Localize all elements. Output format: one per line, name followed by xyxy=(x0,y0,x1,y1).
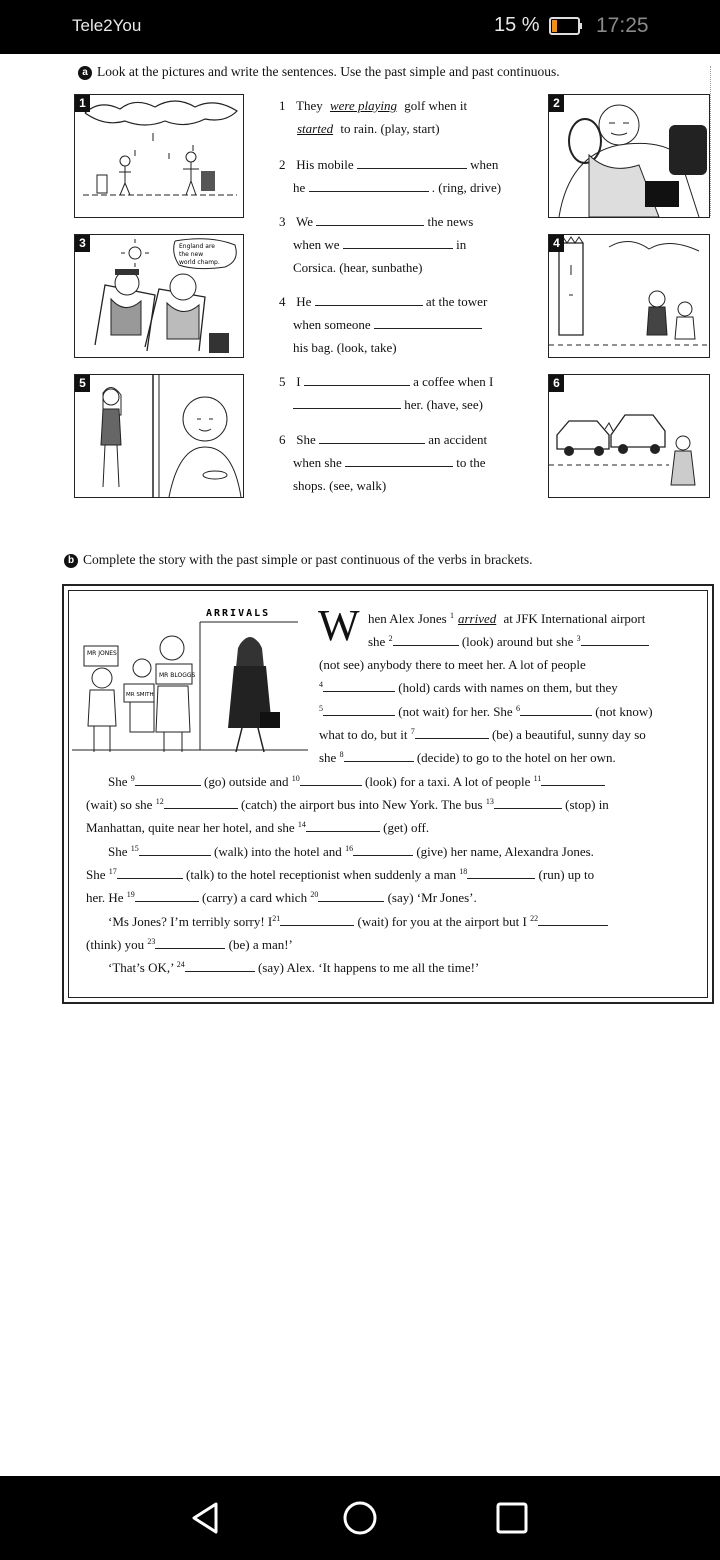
answer-blank[interactable] xyxy=(467,866,535,879)
section-b-badge: b xyxy=(64,554,78,568)
answer-blank[interactable] xyxy=(185,959,255,972)
svg-text:England are: England are xyxy=(179,243,215,250)
answer-blank[interactable] xyxy=(494,796,562,809)
exercise-6: 6 She an accident when she to the shops. (see, walk) xyxy=(279,432,488,493)
arrivals-illustration xyxy=(72,602,308,760)
answer-blank[interactable] xyxy=(374,316,482,329)
answer-blank[interactable] xyxy=(155,936,225,949)
story-line: $^4$ (hold) cards with names on them, but they xyxy=(319,680,618,695)
answer-blank[interactable] xyxy=(309,179,429,192)
picture-number: 1 xyxy=(75,95,90,112)
exercise-3: 3 We the news when we in Corsica. (hear, sunbathe) xyxy=(279,214,474,275)
sunbathers-illustration xyxy=(75,235,243,357)
driver-illustration xyxy=(549,95,709,217)
story-line: hen Alex Jones $^1$ arrived at JFK International airport xyxy=(368,607,645,630)
answer-text: were playing xyxy=(329,98,398,113)
picture-number: 4 xyxy=(549,235,564,252)
answer-blank[interactable] xyxy=(135,889,199,902)
story-line: ‘Ms Jones? I’m terribly sorry! $I^{21}$ (wait) for you at the airport but I $^{22}$ xyxy=(108,910,608,933)
answer-blank[interactable] xyxy=(164,796,238,809)
story-line: Manhattan, quite near her hotel, and she $^{14}$ (get) off. xyxy=(86,820,430,835)
arrivals-sign: ARRIVALS xyxy=(206,608,271,619)
answer-blank[interactable] xyxy=(304,373,410,386)
picture-4 xyxy=(548,234,710,358)
story-line: what to do, but it $^7$ (be) a beautiful, sunny day so xyxy=(319,727,646,742)
home-circle-icon[interactable] xyxy=(340,1498,380,1538)
picture-2 xyxy=(548,94,710,218)
recents-square-icon[interactable] xyxy=(492,1498,532,1538)
sign-card-3: MR BLOGGS xyxy=(159,672,196,679)
story-line: $^5$ (not wait) for her. She $^6$ (not know) xyxy=(319,704,653,719)
story-line: her. He $^{19}$ (carry) a card which $^{20}$ (say) ‘Mr Jones’. xyxy=(86,890,477,905)
answer-blank[interactable] xyxy=(541,773,605,786)
story-line: (not see) anybody there to meet her. A lot of people xyxy=(319,657,586,672)
answer-blank[interactable] xyxy=(344,749,414,762)
answer-text: arrived xyxy=(457,611,497,626)
picture-number: 3 xyxy=(75,235,90,252)
svg-text:the new: the new xyxy=(179,251,204,258)
answer-blank[interactable] xyxy=(300,773,362,786)
svg-text:world champ.: world champ. xyxy=(179,259,220,266)
picture-6 xyxy=(548,374,710,498)
answer-blank[interactable] xyxy=(343,236,453,249)
status-bar xyxy=(0,0,720,54)
answer-blank[interactable] xyxy=(318,889,384,902)
section-a-heading xyxy=(78,64,560,80)
answer-blank[interactable] xyxy=(415,726,489,739)
answer-blank[interactable] xyxy=(323,679,395,692)
battery-icon xyxy=(549,17,583,35)
story-line: ‘That’s OK,’ $^{24}$ (say) Alex. ‘It happens to me all the time!’ xyxy=(108,960,480,975)
answer-text: started xyxy=(297,121,334,136)
clock: 17:25 xyxy=(596,14,649,37)
story-line: (think) you $^{23}$ (be) a man!’ xyxy=(86,937,293,952)
picture-5 xyxy=(74,374,244,498)
answer-blank[interactable] xyxy=(280,913,354,926)
answer-blank[interactable] xyxy=(319,431,425,444)
answer-blank[interactable] xyxy=(293,396,401,409)
exercise-5: 5 I a coffee when I her. (have, see) xyxy=(279,374,494,412)
battery-percent: 15 % xyxy=(494,14,540,36)
answer-blank[interactable] xyxy=(306,819,380,832)
answer-blank[interactable] xyxy=(117,866,183,879)
story-line: She $^{17}$ (talk) to the hotel receptionist when suddenly a man $^{18}$ (run) up to xyxy=(86,867,595,882)
back-triangle-icon[interactable] xyxy=(186,1498,226,1538)
answer-blank[interactable] xyxy=(135,773,201,786)
navigation-bar xyxy=(0,1476,720,1560)
answer-blank[interactable] xyxy=(315,293,423,306)
picture-1 xyxy=(74,94,244,218)
story-line: she $^2$ (look) around but she $^3$ xyxy=(368,630,649,653)
picture-number: 5 xyxy=(75,375,90,392)
page-edge-marks xyxy=(710,66,717,216)
sign-card-2: MR SMITH xyxy=(126,692,154,698)
worksheet-page xyxy=(0,54,720,1476)
section-a-instruction: Look at the pictures and write the sentences. Use the past simple and past continuous. xyxy=(97,64,560,79)
section-a-badge: a xyxy=(78,66,92,80)
picture-number: 6 xyxy=(549,375,564,392)
story-line: she $^8$ (decide) to go to the hotel on her own. xyxy=(319,750,616,765)
exercise-4: 4 He at the tower when someone his bag. (look, take) xyxy=(279,294,488,355)
answer-blank[interactable] xyxy=(520,703,592,716)
answer-blank[interactable] xyxy=(316,213,424,226)
golf-rain-illustration xyxy=(75,95,243,217)
section-b-heading xyxy=(64,552,533,568)
answer-blank[interactable] xyxy=(353,843,413,856)
cafe-illustration xyxy=(75,375,243,497)
tower-illustration xyxy=(549,235,709,357)
answer-blank[interactable] xyxy=(345,454,453,467)
answer-blank[interactable] xyxy=(538,913,608,926)
answer-blank[interactable] xyxy=(581,633,649,646)
answer-blank[interactable] xyxy=(323,703,395,716)
story-line: (wait) so she $^{12}$ (catch) the airport bus into New York. The bus $^{13}$ (stop) in xyxy=(86,797,609,812)
story-line: She $^9$ (go) outside and $^{10}$ (look) for a taxi. A lot of people $^{11}$ xyxy=(108,770,605,793)
car-accident-illustration xyxy=(549,375,709,497)
exercise-1: 1 They were playing golf when it started to rain. (play, start) xyxy=(279,94,467,140)
story-dropcap: W xyxy=(318,601,360,650)
answer-blank[interactable] xyxy=(393,633,459,646)
answer-blank[interactable] xyxy=(139,843,211,856)
picture-3 xyxy=(74,234,244,358)
section-b-instruction: Complete the story with the past simple or past continuous of the verbs in brackets. xyxy=(83,552,533,567)
sign-card-1: MR JONES xyxy=(87,650,117,657)
picture-number: 2 xyxy=(549,95,564,112)
carrier-name: Tele2You xyxy=(72,16,142,35)
answer-blank[interactable] xyxy=(357,156,467,169)
exercise-2: 2 His mobile when he . (ring, drive) xyxy=(279,157,502,195)
story-line: She $^{15}$ (walk) into the hotel and $^{16}$ (give) her name, Alexandra Jones. xyxy=(108,844,594,859)
